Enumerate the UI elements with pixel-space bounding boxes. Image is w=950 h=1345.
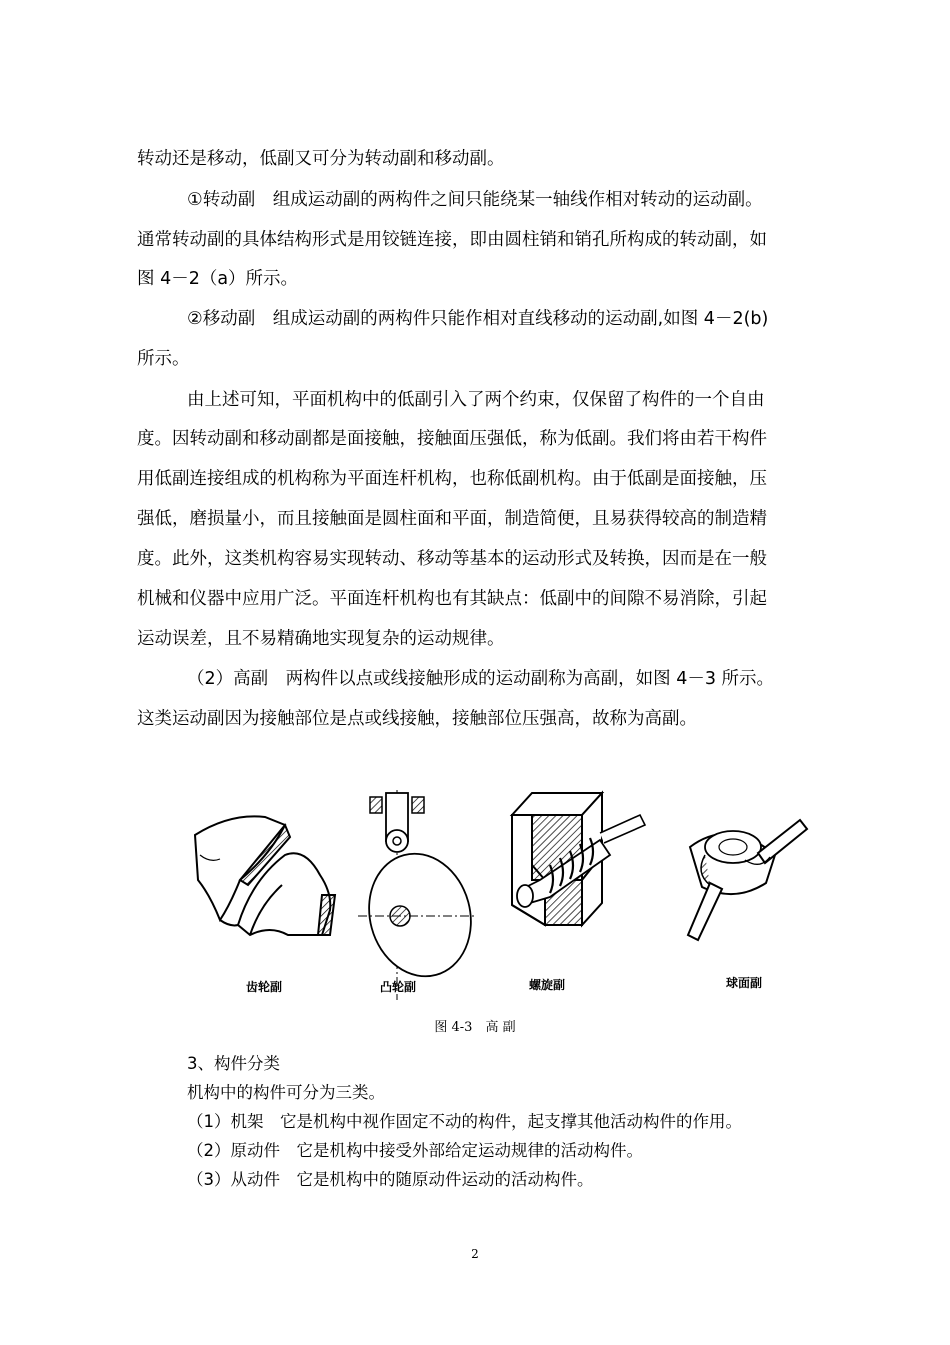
- label-gear-pair: 齿轮副: [246, 980, 283, 994]
- label-cam-pair: 凸轮副: [380, 980, 417, 994]
- gear-pair-drawing: [195, 816, 335, 935]
- paragraph-line: 强低，磨损量小，而且接触面是圆柱面和平面，制造简便，且易获得较高的制造精: [137, 509, 767, 529]
- paragraph-line: 由上述可知，平面机构中的低副引入了两个约束，仅保留了构件的一个自由: [187, 390, 765, 410]
- paragraph-line: 图 4－2（a）所示。: [137, 269, 299, 289]
- list-item: （3）从动件 它是机构中的随原动件运动的活动构件。: [187, 1170, 594, 1189]
- paragraph-line: 度。因转动副和移动副都是面接触，接触面压强低，称为低副。我们将由若干构件: [137, 429, 767, 449]
- paragraph-line: 度。此外，这类机构容易实现转动、移动等基本的运动形式及转换，因而是在一般: [137, 549, 767, 569]
- paragraph-line: ②移动副 组成运动副的两构件只能作相对直线移动的运动副,如图 4－2(b): [187, 309, 769, 329]
- paragraph-line: 用低副连接组成的机构称为平面连杆机构，也称低副机构。由于低副是面接触，压: [137, 469, 767, 489]
- list-item: （2）原动件 它是机构中接受外部给定运动规律的活动构件。: [187, 1141, 643, 1160]
- label-screw-pair: 螺旋副: [529, 978, 566, 992]
- cam-pair-drawing: [356, 790, 485, 1000]
- screw-pair-drawing: [512, 793, 645, 925]
- paragraph-line: 运动误差，且不易精确地实现复杂的运动规律。: [137, 629, 505, 649]
- paragraph-line: 机械和仪器中应用广泛。平面连杆机构也有其缺点：低副中的间隙不易消除，引起: [137, 589, 767, 609]
- page-number: 2: [471, 1247, 479, 1261]
- paragraph-line: （2）高副 两构件以点或线接触形成的运动副称为高副，如图 4－3 所示。: [187, 669, 775, 689]
- figure-caption: 图 4-3 高 副: [434, 1020, 516, 1035]
- section-heading: 3、构件分类: [187, 1054, 280, 1073]
- paragraph-line: 通常转动副的具体结构形式是用铰链连接，即由圆柱销和销孔所构成的转动副，如: [137, 230, 767, 250]
- paragraph-line: ①转动副 组成运动副的两构件之间只能绕某一轴线作相对转动的运动副。: [187, 190, 763, 210]
- figure-illustration: [190, 785, 810, 1000]
- list-item: （1）机架 它是机构中视作固定不动的构件，起支撑其他活动构件的作用。: [187, 1112, 742, 1131]
- paragraph-line: 转动还是移动，低副又可分为转动副和移动副。: [137, 149, 505, 169]
- paragraph-line: 这类运动副因为接触部位是点或线接触，接触部位压强高，故称为高副。: [137, 709, 697, 729]
- label-spherical-pair: 球面副: [726, 976, 763, 990]
- figure-higher-pairs: [190, 785, 810, 1000]
- section-intro: 机构中的构件可分为三类。: [187, 1083, 385, 1102]
- paragraph-line: 所示。: [137, 349, 190, 369]
- spherical-pair-drawing: [688, 820, 807, 940]
